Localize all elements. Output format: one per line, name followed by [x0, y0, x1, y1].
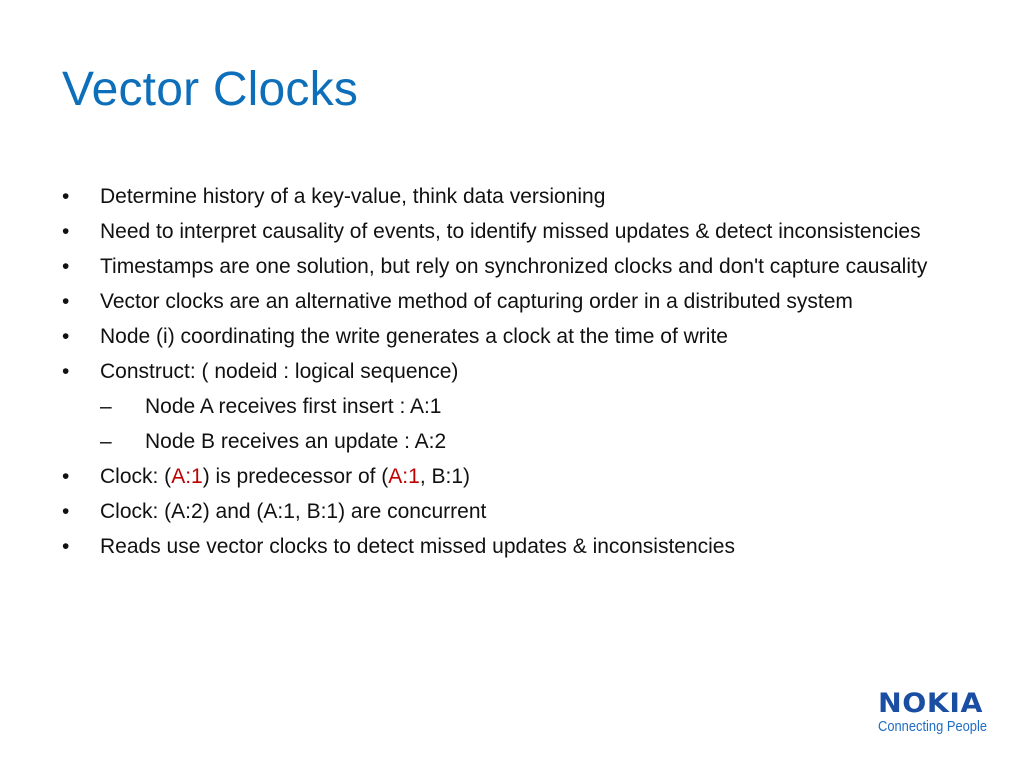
- sub-bullet-item: [62, 392, 942, 421]
- bullet-marker: •: [62, 220, 70, 243]
- highlighted-clock: A:1: [171, 465, 203, 488]
- bullet-list: [62, 182, 942, 567]
- bullet-marker: •: [62, 290, 70, 313]
- bullet-item: [62, 462, 942, 491]
- bullet-text: Vector clocks are an alternative method of capturing order in a distributed system: [100, 290, 853, 313]
- bullet-marker: •: [62, 185, 70, 208]
- bullet-marker: •: [62, 500, 70, 523]
- nokia-logo: [878, 690, 1006, 740]
- bullet-text: Timestamps are one solution, but rely on synchronized clocks and don't capture causality: [100, 255, 928, 278]
- slide-title: Vector Clocks: [62, 63, 359, 116]
- bullet-text-part: Clock: (: [100, 465, 172, 488]
- sub-bullet-marker: –: [100, 395, 112, 418]
- logo-tagline: Connecting People: [878, 718, 988, 735]
- bullet-text: Node (i) coordinating the write generates a clock at the time of write: [100, 325, 728, 348]
- bullet-marker: •: [62, 465, 70, 488]
- bullet-text: Need to interpret causality of events, to identify missed updates & detect inconsistencies: [100, 220, 921, 243]
- bullet-item: [62, 322, 942, 351]
- bullet-item: [62, 532, 942, 561]
- bullet-text: Reads use vector clocks to detect missed updates & inconsistencies: [100, 535, 735, 558]
- sub-bullet-text: Node B receives an update : A:2: [145, 430, 447, 453]
- bullet-text-part: , B:1): [419, 465, 471, 488]
- bullet-item: [62, 287, 942, 316]
- bullet-item: [62, 497, 942, 526]
- bullet-marker: •: [62, 535, 70, 558]
- bullet-text: [100, 465, 470, 488]
- logo-wordmark: NOKIA: [878, 688, 983, 719]
- bullet-text: Determine history of a key-value, think data versioning: [100, 185, 606, 208]
- highlighted-clock: A:1: [388, 465, 420, 488]
- bullet-text-part: ) is predecessor of (: [202, 465, 389, 488]
- bullet-marker: •: [62, 325, 70, 348]
- sub-bullet-marker: –: [100, 430, 112, 453]
- bullet-item: [62, 182, 942, 211]
- bullet-item: [62, 217, 942, 246]
- bullet-marker: •: [62, 360, 70, 383]
- bullet-item: [62, 252, 942, 281]
- sub-bullet-text: Node A receives first insert : A:1: [145, 395, 442, 418]
- bullet-text: Construct: ( nodeid : logical sequence): [100, 360, 459, 383]
- bullet-text: Clock: (A:2) and (A:1, B:1) are concurrent: [100, 500, 487, 523]
- bullet-item: [62, 357, 942, 386]
- bullet-marker: •: [62, 255, 70, 278]
- sub-bullet-item: [62, 427, 942, 456]
